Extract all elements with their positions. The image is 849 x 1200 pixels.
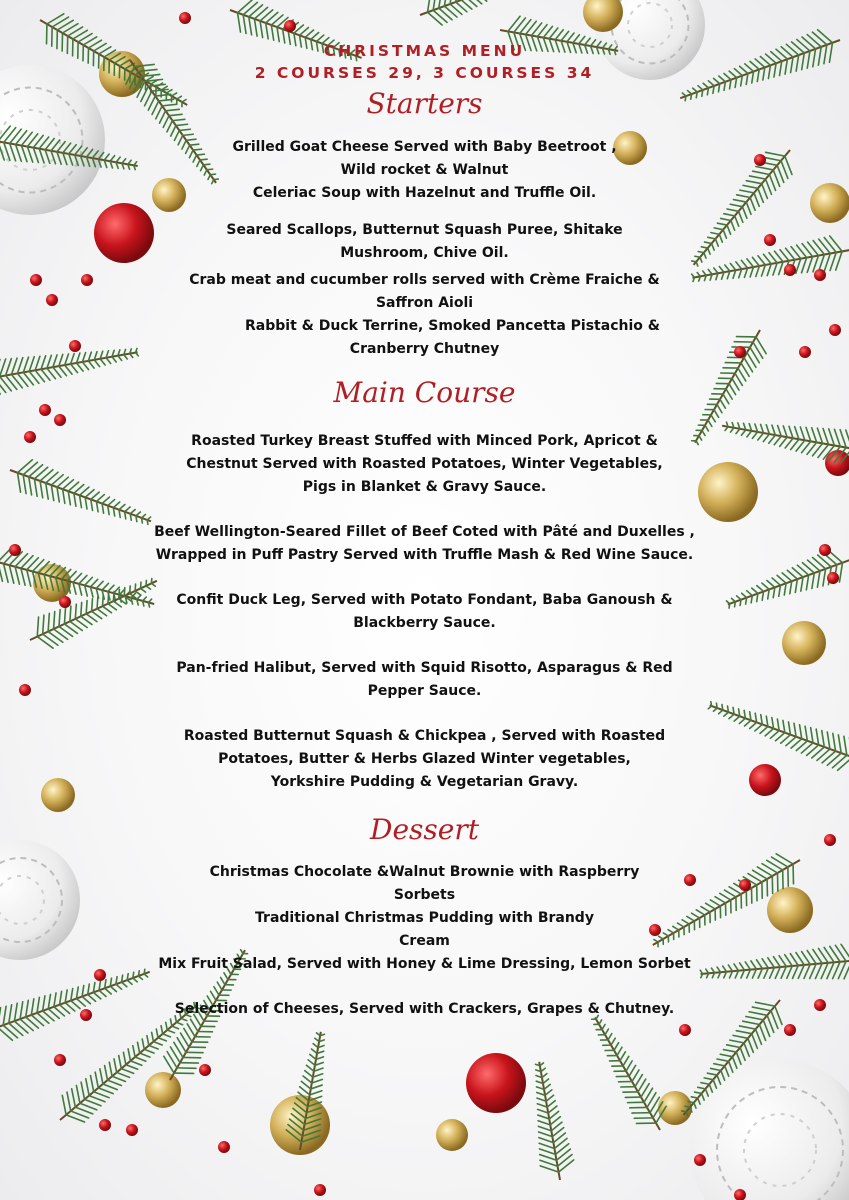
starter-line-7: Saffron Aioli <box>375 295 474 311</box>
berry <box>39 404 51 416</box>
berry <box>754 154 766 166</box>
pine-branch <box>522 1059 576 1183</box>
dessert-line-1: Christmas Chocolate &Walnut Brownie with Raspberry <box>209 864 640 880</box>
starter-line-5: Mushroom, Chive Oil. <box>340 245 509 261</box>
berry <box>814 269 826 281</box>
starter-line-2: Wild rocket & Walnut <box>340 162 509 178</box>
berry <box>126 1124 138 1136</box>
main-line-12: Yorkshire Pudding & Vegetarian Gravy. <box>270 774 579 790</box>
main-line-1: Roasted Turkey Breast Stuffed with Minced Pork, Apricot & <box>191 433 658 449</box>
main-line-9: Pepper Sauce. <box>367 683 482 699</box>
berry <box>218 1141 230 1153</box>
berry <box>199 1064 211 1076</box>
gold-bauble <box>782 621 826 665</box>
berry <box>819 544 831 556</box>
main-course-heading: Main Course <box>333 376 516 409</box>
berry <box>81 274 93 286</box>
berry <box>99 1119 111 1131</box>
main-line-8: Pan-fried Halibut, Served with Squid Risotto, Asparagus & Red <box>176 660 673 676</box>
starters-heading: Starters <box>366 87 483 120</box>
berry <box>69 340 81 352</box>
berry <box>30 274 42 286</box>
dessert-heading: Dessert <box>370 813 479 846</box>
gold-bauble <box>810 183 849 223</box>
gold-bauble <box>145 1072 181 1108</box>
menu-pricing: 2 COURSES 29, 3 COURSES 34 <box>254 64 595 82</box>
main-line-4: Beef Wellington-Seared Fillet of Beef Coted with Pâté and Duxelles , <box>154 524 695 540</box>
berry <box>679 1024 691 1036</box>
berry <box>799 346 811 358</box>
berry <box>824 834 836 846</box>
berry <box>9 544 21 556</box>
berry <box>784 1024 796 1036</box>
pine-branch <box>580 1009 675 1139</box>
dessert-line-6: Selection of Cheeses, Served with Crackers, Grapes & Chutney. <box>174 1001 675 1017</box>
berry <box>59 596 71 608</box>
main-line-10: Roasted Butternut Squash & Chickpea , Served with Roasted <box>183 728 666 744</box>
dessert-line-3: Traditional Christmas Pudding with Brandy <box>255 910 594 926</box>
berry <box>827 572 839 584</box>
dessert-line-4: Cream <box>399 933 450 949</box>
starter-line-3: Celeriac Soup with Hazelnut and Truffle Oil. <box>252 185 597 201</box>
red-bauble <box>749 764 781 796</box>
main-line-6: Confit Duck Leg, Served with Potato Fondant, Baba Ganoush & <box>176 592 673 608</box>
berry <box>54 1054 66 1066</box>
gold-bauble <box>436 1119 468 1151</box>
starter-line-6: Crab meat and cucumber rolls served with Crème Fraiche & <box>189 272 660 288</box>
berry <box>19 684 31 696</box>
starter-line-1: Grilled Goat Cheese Served with Baby Beetroot , <box>232 139 617 155</box>
berry <box>694 1154 706 1166</box>
berry <box>54 414 66 426</box>
berry <box>829 324 841 336</box>
gold-bauble <box>658 1091 692 1125</box>
berry <box>784 264 796 276</box>
red-bauble <box>466 1053 526 1113</box>
berry <box>764 234 776 246</box>
menu-title: CHRISTMAS MENU <box>323 42 526 60</box>
starter-line-8: Rabbit & Duck Terrine, Smoked Pancetta Pistachio & <box>245 318 660 334</box>
berry <box>80 1009 92 1021</box>
starter-line-4: Seared Scallops, Butternut Squash Puree, Shitake <box>226 222 623 238</box>
starter-line-9: Cranberry Chutney <box>349 341 500 357</box>
berry <box>314 1184 326 1196</box>
dessert-line-5: Mix Fruit Salad, Served with Honey & Lime Dressing, Lemon Sorbet <box>158 956 691 972</box>
main-line-5: Wrapped in Puff Pastry Served with Truffle Mash & Red Wine Sauce. <box>155 547 694 563</box>
main-line-7: Blackberry Sauce. <box>353 615 496 631</box>
berry <box>46 294 58 306</box>
berry <box>24 431 36 443</box>
dessert-line-2: Sorbets <box>393 887 456 903</box>
main-line-2: Chestnut Served with Roasted Potatoes, Winter Vegetables, <box>186 456 663 472</box>
christmas-menu <box>100 0 749 1021</box>
main-line-3: Pigs in Blanket & Gravy Sauce. <box>302 479 547 495</box>
main-line-11: Potatoes, Butter & Herbs Glazed Winter vegetables, <box>218 751 631 767</box>
berry <box>814 999 826 1011</box>
gold-bauble <box>41 778 75 812</box>
gold-bauble <box>767 887 813 933</box>
